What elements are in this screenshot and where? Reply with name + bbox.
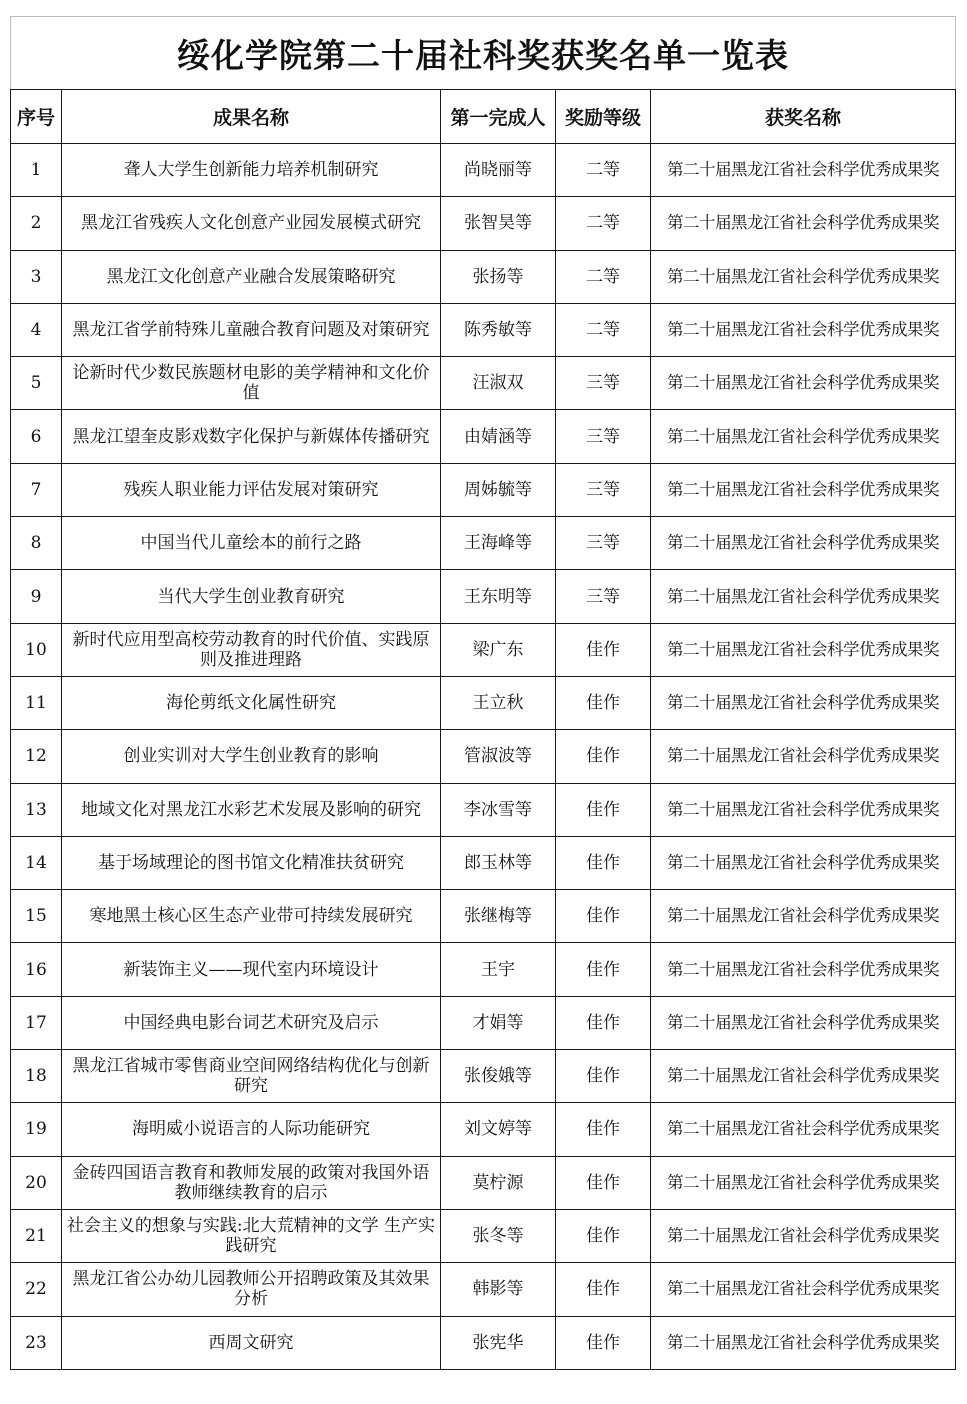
cell-level: 佳作: [556, 890, 651, 943]
cell-no: 2: [11, 197, 62, 250]
cell-no: 13: [11, 783, 62, 836]
cell-level: 佳作: [556, 836, 651, 889]
table-row: [11, 996, 956, 1049]
table-row: [11, 570, 956, 623]
cell-no: 19: [11, 1103, 62, 1156]
table-row: [11, 890, 956, 943]
cell-result-name: 社会主义的想象与实践:北大荒精神的文学 生产实践研究: [62, 1209, 441, 1262]
cell-no: 15: [11, 890, 62, 943]
cell-award-name: 第二十届黑龙江省社会科学优秀成果奖: [651, 250, 956, 303]
table-row: [11, 1209, 956, 1262]
cell-result-name: 中国当代儿童绘本的前行之路: [62, 517, 441, 570]
cell-level: 佳作: [556, 783, 651, 836]
cell-first-author: 王东明等: [441, 570, 556, 623]
header-row: [11, 90, 956, 144]
cell-award-name: 第二十届黑龙江省社会科学优秀成果奖: [651, 1209, 956, 1262]
table-row: [11, 1263, 956, 1316]
cell-no: 3: [11, 250, 62, 303]
cell-first-author: 陈秀敏等: [441, 303, 556, 356]
cell-first-author: 韩影等: [441, 1263, 556, 1316]
cell-result-name: 中国经典电影台词艺术研究及启示: [62, 996, 441, 1049]
header-award-name: 获奖名称: [651, 90, 956, 144]
cell-award-name: 第二十届黑龙江省社会科学优秀成果奖: [651, 1050, 956, 1103]
cell-result-name: 黑龙江文化创意产业融合发展策略研究: [62, 250, 441, 303]
cell-no: 20: [11, 1156, 62, 1209]
cell-result-name: 新时代应用型高校劳动教育的时代价值、实践原则及推进理路: [62, 623, 441, 676]
cell-level: 三等: [556, 517, 651, 570]
cell-award-name: 第二十届黑龙江省社会科学优秀成果奖: [651, 570, 956, 623]
cell-award-name: 第二十届黑龙江省社会科学优秀成果奖: [651, 1156, 956, 1209]
cell-first-author: 张扬等: [441, 250, 556, 303]
cell-level: 佳作: [556, 623, 651, 676]
cell-no: 5: [11, 357, 62, 410]
cell-award-name: 第二十届黑龙江省社会科学优秀成果奖: [651, 463, 956, 516]
cell-result-name: 论新时代少数民族题材电影的美学精神和文化价值: [62, 357, 441, 410]
cell-first-author: 张继梅等: [441, 890, 556, 943]
table-row: [11, 836, 956, 889]
cell-no: 18: [11, 1050, 62, 1103]
cell-level: 二等: [556, 197, 651, 250]
table-row: [11, 676, 956, 729]
cell-level: 三等: [556, 410, 651, 463]
cell-award-name: 第二十届黑龙江省社会科学优秀成果奖: [651, 357, 956, 410]
cell-no: 23: [11, 1316, 62, 1369]
cell-no: 14: [11, 836, 62, 889]
cell-first-author: 尚晓丽等: [441, 144, 556, 197]
cell-no: 1: [11, 144, 62, 197]
cell-no: 10: [11, 623, 62, 676]
cell-first-author: 才娟等: [441, 996, 556, 1049]
cell-level: 佳作: [556, 943, 651, 996]
cell-first-author: 刘文婷等: [441, 1103, 556, 1156]
cell-level: 佳作: [556, 1156, 651, 1209]
cell-result-name: 海伦剪纸文化属性研究: [62, 676, 441, 729]
cell-level: 二等: [556, 303, 651, 356]
cell-no: 21: [11, 1209, 62, 1262]
cell-first-author: 张智昊等: [441, 197, 556, 250]
table-row: [11, 943, 956, 996]
table-row: [11, 1316, 956, 1369]
cell-award-name: 第二十届黑龙江省社会科学优秀成果奖: [651, 303, 956, 356]
cell-first-author: 周姊毓等: [441, 463, 556, 516]
cell-result-name: 当代大学生创业教育研究: [62, 570, 441, 623]
cell-level: 三等: [556, 357, 651, 410]
cell-level: 二等: [556, 144, 651, 197]
cell-award-name: 第二十届黑龙江省社会科学优秀成果奖: [651, 623, 956, 676]
cell-award-name: 第二十届黑龙江省社会科学优秀成果奖: [651, 1316, 956, 1369]
cell-first-author: 莫柠源: [441, 1156, 556, 1209]
page-title: 绥化学院第二十届社科奖获奖名单一览表: [11, 17, 956, 90]
table-row: [11, 517, 956, 570]
table-row: [11, 623, 956, 676]
cell-result-name: 黑龙江省学前特殊儿童融合教育问题及对策研究: [62, 303, 441, 356]
cell-award-name: 第二十届黑龙江省社会科学优秀成果奖: [651, 410, 956, 463]
cell-award-name: 第二十届黑龙江省社会科学优秀成果奖: [651, 1103, 956, 1156]
header-first-author: 第一完成人: [441, 90, 556, 144]
cell-award-name: 第二十届黑龙江省社会科学优秀成果奖: [651, 943, 956, 996]
cell-first-author: 李冰雪等: [441, 783, 556, 836]
cell-no: 7: [11, 463, 62, 516]
cell-result-name: 西周文研究: [62, 1316, 441, 1369]
cell-award-name: 第二十届黑龙江省社会科学优秀成果奖: [651, 783, 956, 836]
cell-first-author: 汪淑双: [441, 357, 556, 410]
cell-result-name: 新装饰主义——现代室内环境设计: [62, 943, 441, 996]
cell-award-name: 第二十届黑龙江省社会科学优秀成果奖: [651, 730, 956, 783]
cell-result-name: 聋人大学生创新能力培养机制研究: [62, 144, 441, 197]
cell-no: 4: [11, 303, 62, 356]
header-result-name: 成果名称: [62, 90, 441, 144]
cell-level: 佳作: [556, 730, 651, 783]
cell-level: 三等: [556, 570, 651, 623]
cell-no: 17: [11, 996, 62, 1049]
cell-result-name: 地域文化对黑龙江水彩艺术发展及影响的研究: [62, 783, 441, 836]
cell-first-author: 张俊娥等: [441, 1050, 556, 1103]
table-row: [11, 250, 956, 303]
table-row: [11, 463, 956, 516]
table-row: [11, 1050, 956, 1103]
cell-first-author: 梁广东: [441, 623, 556, 676]
cell-first-author: 由婧涵等: [441, 410, 556, 463]
header-level: 奖励等级: [556, 90, 651, 144]
table-row: [11, 730, 956, 783]
table-row: [11, 144, 956, 197]
cell-result-name: 黑龙江望奎皮影戏数字化保护与新媒体传播研究: [62, 410, 441, 463]
cell-no: 6: [11, 410, 62, 463]
cell-award-name: 第二十届黑龙江省社会科学优秀成果奖: [651, 676, 956, 729]
header-no: 序号: [11, 90, 62, 144]
cell-level: 佳作: [556, 1263, 651, 1316]
awards-table: [10, 16, 956, 1370]
cell-award-name: 第二十届黑龙江省社会科学优秀成果奖: [651, 517, 956, 570]
cell-no: 8: [11, 517, 62, 570]
table-row: [11, 357, 956, 410]
cell-result-name: 基于场域理论的图书馆文化精准扶贫研究: [62, 836, 441, 889]
cell-level: 佳作: [556, 996, 651, 1049]
cell-result-name: 黑龙江省公办幼儿园教师公开招聘政策及其效果分析: [62, 1263, 441, 1316]
table-row: [11, 410, 956, 463]
table-row: [11, 783, 956, 836]
cell-first-author: 王海峰等: [441, 517, 556, 570]
cell-award-name: 第二十届黑龙江省社会科学优秀成果奖: [651, 836, 956, 889]
table-row: [11, 303, 956, 356]
cell-result-name: 海明威小说语言的人际功能研究: [62, 1103, 441, 1156]
cell-level: 二等: [556, 250, 651, 303]
cell-award-name: 第二十届黑龙江省社会科学优秀成果奖: [651, 1263, 956, 1316]
table-row: [11, 197, 956, 250]
table-row: [11, 1156, 956, 1209]
table-row: [11, 1103, 956, 1156]
cell-result-name: 黑龙江省残疾人文化创意产业园发展模式研究: [62, 197, 441, 250]
cell-first-author: 张宪华: [441, 1316, 556, 1369]
cell-level: 佳作: [556, 1050, 651, 1103]
cell-result-name: 残疾人职业能力评估发展对策研究: [62, 463, 441, 516]
cell-level: 佳作: [556, 1209, 651, 1262]
cell-first-author: 张冬等: [441, 1209, 556, 1262]
cell-level: 三等: [556, 463, 651, 516]
cell-no: 16: [11, 943, 62, 996]
cell-award-name: 第二十届黑龙江省社会科学优秀成果奖: [651, 144, 956, 197]
cell-award-name: 第二十届黑龙江省社会科学优秀成果奖: [651, 890, 956, 943]
cell-first-author: 王立秋: [441, 676, 556, 729]
cell-result-name: 创业实训对大学生创业教育的影响: [62, 730, 441, 783]
cell-no: 12: [11, 730, 62, 783]
cell-first-author: 王宇: [441, 943, 556, 996]
cell-result-name: 金砖四国语言教育和教师发展的政策对我国外语教师继续教育的启示: [62, 1156, 441, 1209]
cell-no: 22: [11, 1263, 62, 1316]
cell-level: 佳作: [556, 1316, 651, 1369]
cell-first-author: 郎玉林等: [441, 836, 556, 889]
cell-result-name: 寒地黑土核心区生态产业带可持续发展研究: [62, 890, 441, 943]
cell-award-name: 第二十届黑龙江省社会科学优秀成果奖: [651, 996, 956, 1049]
cell-no: 9: [11, 570, 62, 623]
cell-award-name: 第二十届黑龙江省社会科学优秀成果奖: [651, 197, 956, 250]
cell-first-author: 管淑波等: [441, 730, 556, 783]
cell-no: 11: [11, 676, 62, 729]
cell-level: 佳作: [556, 1103, 651, 1156]
title-row: [11, 17, 956, 90]
cell-result-name: 黑龙江省城市零售商业空间网络结构优化与创新研究: [62, 1050, 441, 1103]
cell-level: 佳作: [556, 676, 651, 729]
